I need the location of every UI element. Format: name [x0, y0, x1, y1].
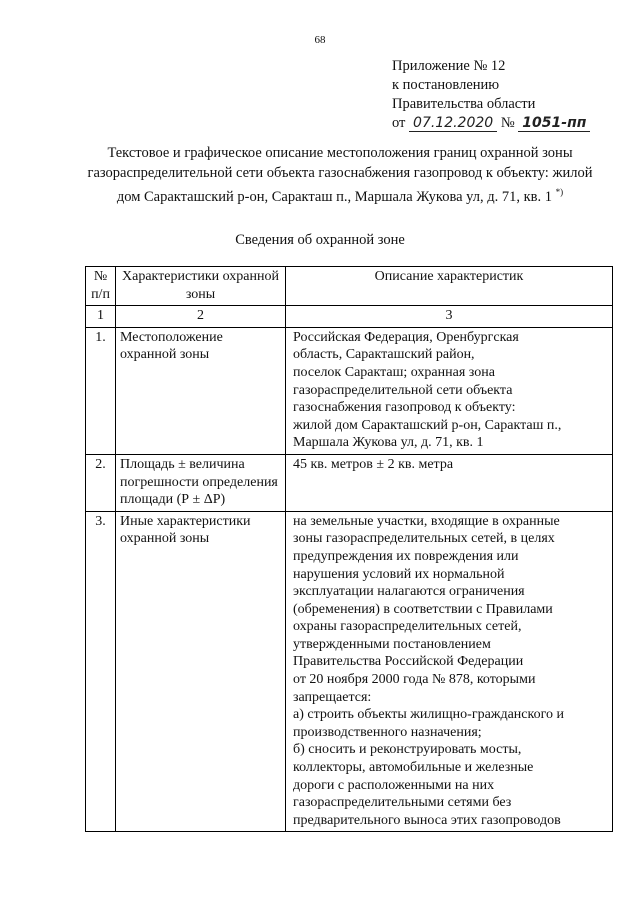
- description-line: коллекторы, автомобильные и железные: [293, 760, 534, 776]
- description-line: область, Саракташский район,: [293, 347, 475, 363]
- appendix-date-line: [392, 114, 590, 133]
- column-number-2: 2: [116, 306, 286, 328]
- table-header-row: [86, 267, 613, 306]
- number-prefix: №: [500, 115, 515, 131]
- table-row: [86, 511, 613, 832]
- handwritten-number: 1051-пп: [518, 115, 590, 132]
- description-line: Маршала Жукова ул, д. 71, кв. 1: [293, 435, 484, 451]
- description-line: предварительного выноса этих газопроводов: [293, 812, 561, 828]
- description-line: жилой дом Саракташский р-он, Саракташ п.,: [293, 417, 562, 433]
- row-number: 1.: [86, 327, 116, 454]
- row-description: [286, 454, 613, 511]
- column-number-3: 3: [286, 306, 613, 328]
- title-text: Текстовое и графическое описание местоположения границ охранной зоны газораспределительной сети объекта газоснабжения газопровод к объекту: жилой дом Саракташский р-он, Саракташ п., Маршала Жукова ул, д. 71, кв. 1: [87, 145, 593, 205]
- description-line: зоны газораспределительных сетей, в целях: [293, 531, 555, 547]
- description-line: б) сносить и реконструировать мосты,: [293, 742, 522, 758]
- description-line: Российская Федерация, Оренбургская: [293, 329, 519, 345]
- row-characteristic: Площадь ± величина погрешности определения площади (Р ± ΔР): [116, 454, 286, 511]
- row-description: [286, 327, 613, 454]
- row-characteristic: Местоположение охранной зоны: [116, 327, 286, 454]
- description-line: 45 кв. метров ± 2 кв. метра: [293, 456, 454, 472]
- date-prefix: от: [392, 115, 406, 131]
- page-number: 68: [314, 34, 326, 46]
- description-line: эксплуатации налагаются ограничения: [293, 584, 525, 600]
- section-subtitle: Сведения об охранной зоне: [235, 232, 405, 248]
- appendix-block: [392, 57, 590, 133]
- handwritten-date: 07.12.2020: [409, 115, 497, 132]
- header-description: Описание характеристик: [286, 267, 613, 306]
- row-characteristic: Иные характеристики охранной зоны: [116, 511, 286, 832]
- description-line: (обременения) в соответствии с Правилами: [293, 601, 553, 617]
- table-column-number-row: [86, 306, 613, 328]
- appendix-line-2: к постановлению: [392, 77, 500, 93]
- table-row: [86, 454, 613, 511]
- description-line: производственного назначения;: [293, 724, 482, 740]
- row-number: 2.: [86, 454, 116, 511]
- description-line: поселок Саракташ; охранная зона: [293, 364, 495, 380]
- description-line: нарушения условий их нормальной: [293, 566, 505, 582]
- protection-zone-table: [85, 266, 613, 832]
- description-line: предупреждения их повреждения или: [293, 548, 519, 564]
- description-line: на земельные участки, входящие в охранные: [293, 513, 560, 529]
- description-line: от 20 ноября 2000 года № 878, которыми: [293, 672, 536, 688]
- table-row: [86, 327, 613, 454]
- description-line: а) строить объекты жилищно-гражданского и: [293, 707, 564, 723]
- appendix-line-3: Правительства области: [392, 96, 536, 112]
- header-characteristic: Характеристики охранной зоны: [116, 267, 286, 306]
- row-number: 3.: [86, 511, 116, 832]
- column-number-1: 1: [86, 306, 116, 328]
- row-description: [286, 511, 613, 832]
- description-line: утвержденными постановлением: [293, 636, 491, 652]
- header-number: № п/п: [86, 267, 116, 306]
- description-line: газораспределительными сетями без: [293, 795, 512, 811]
- footnote-mark: *): [555, 187, 564, 197]
- description-line: газоснабжения газопровод к объекту:: [293, 400, 516, 416]
- appendix-line-1: Приложение № 12: [392, 58, 506, 74]
- description-line: газораспределительной сети объекта: [293, 382, 513, 398]
- description-line: дороги с расположенными на них: [293, 777, 495, 793]
- description-line: запрещается:: [293, 689, 372, 705]
- description-line: охраны газораспределительных сетей,: [293, 619, 522, 635]
- document-title: [80, 144, 600, 207]
- description-line: Правительства Российской Федерации: [293, 654, 524, 670]
